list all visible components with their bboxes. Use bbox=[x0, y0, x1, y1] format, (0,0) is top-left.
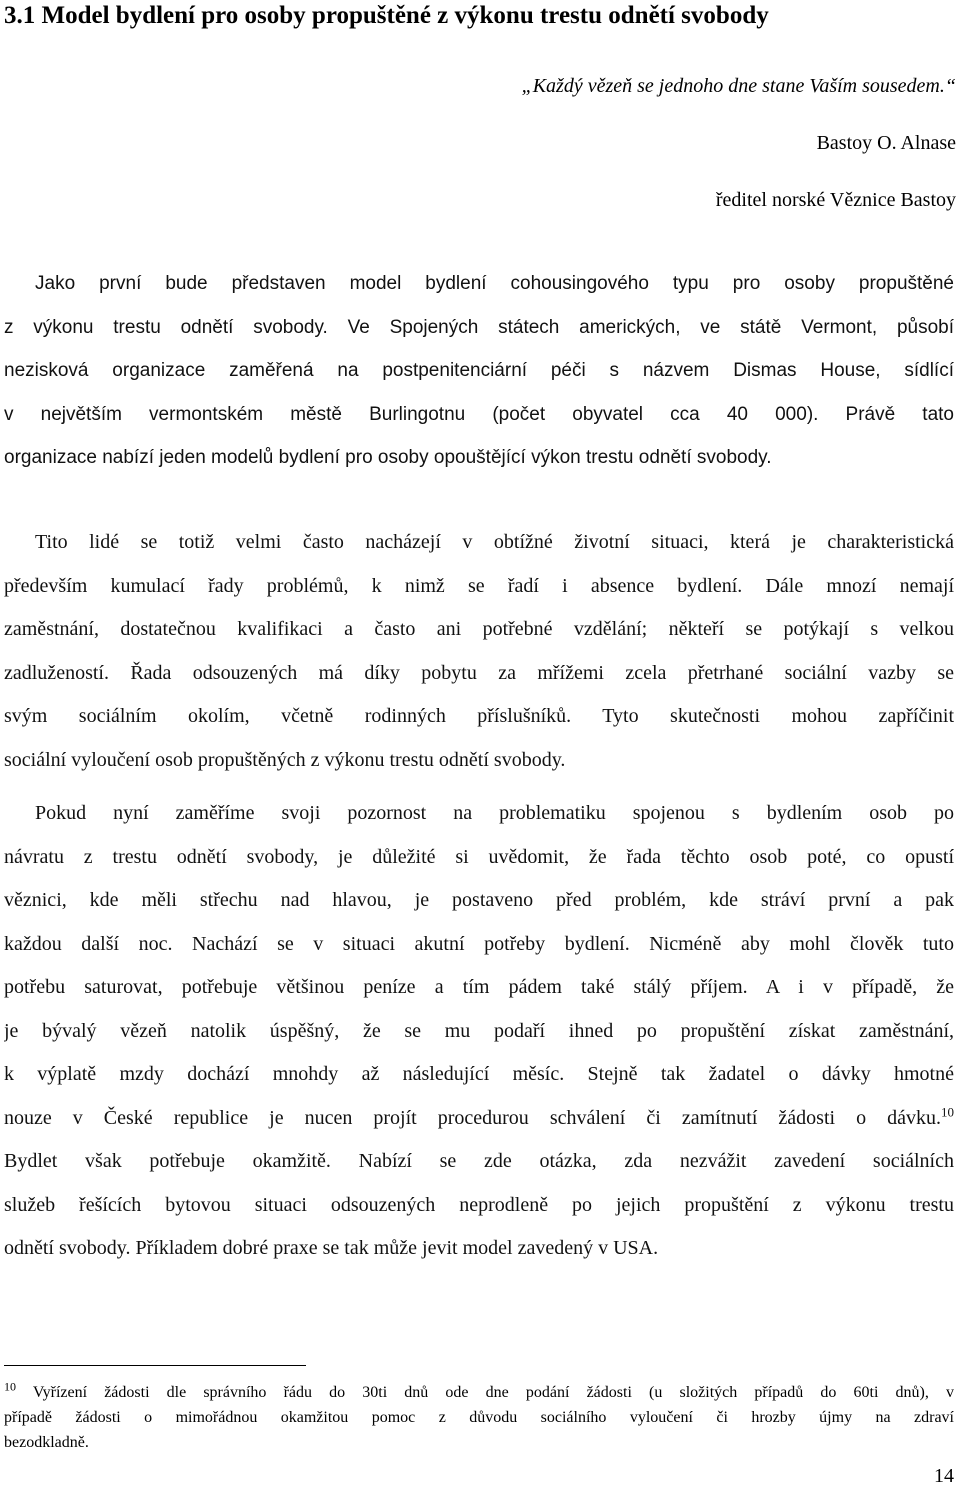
section-heading: 3.1 Model bydlení pro osoby propuštěné z výkonu trestu odnětí svobody bbox=[4, 2, 769, 29]
paragraph-line: zaměstnání, dostatečnou kvalifikaci a často ani potřebné vzdělání; někteří se potýkají s velkou bbox=[4, 618, 954, 640]
paragraph-line: věznici, kde měli střechu nad hlavou, je postaveno před problém, kde stráví první a pak bbox=[4, 889, 954, 911]
paragraph-line: Jako první bude představen model bydlení cohousingového typu pro osoby propuštěné bbox=[35, 273, 954, 294]
footnote-line: případě žádosti o mimořádnou okamžitou pomoc z důvodu sociálního vyloučení či hrozby újmy na zdraví bbox=[4, 1409, 954, 1426]
footnote bbox=[4, 1380, 954, 1455]
paragraph-line: nezisková organizace zaměřená na postpenitenciární péči s názvem Dismas House, sídlící bbox=[4, 360, 954, 381]
footnote-number: 10 bbox=[4, 1380, 16, 1394]
paragraph-line-text: nouze v České republice je nucen projít procedurou schválení či zamítnutí žádosti o dávku. bbox=[4, 1106, 941, 1129]
paragraph-dismas-house bbox=[4, 268, 954, 486]
paragraph-line: návratu z trestu odnětí svobody, je důležité si uvědomit, že řada těchto osob poté, co opustí bbox=[4, 845, 954, 868]
paragraph-line: především kumulací řady problémů, k nimž se řadí i absence bydlení. Dále mnozí nemají bbox=[4, 574, 954, 597]
paragraph-line: zadlužeností. Řada odsouzených má díky pobytu za mřížemi zcela přetrhané sociální vazby se bbox=[4, 661, 954, 684]
paragraph-line: Pokud nyní zaměříme svoji pozornost na problematiku spojenou s bydlením osob po bbox=[35, 802, 954, 824]
paragraph-life-situation bbox=[4, 526, 954, 787]
motto-quote: „Každý vězeň se jednoho dne stane Vaším sousedem.“ bbox=[521, 75, 956, 97]
paragraph-line: každou další noc. Nachází se v situaci akutní potřeby bydlení. Nicméně aby mohl člověk tuto bbox=[4, 932, 954, 955]
paragraph-line: v největším vermontském městě Burlingotnu (počet obyvatel cca 40 000). Právě tato bbox=[4, 403, 954, 425]
paragraph-line: k výplatě mzdy dochází mnohdy až následující měsíc. Stejně tak žadatel o dávky hmotné bbox=[4, 1063, 954, 1085]
motto-author: Bastoy O. Alnase bbox=[816, 132, 956, 154]
paragraph-housing-after-release bbox=[4, 797, 954, 1276]
paragraph-line: Tito lidé se totiž velmi často nacházejí v obtížné životní situaci, která je charakteristická bbox=[35, 531, 954, 553]
footnote-line-text: Vyřízení žádosti dle správního řádu do 30ti dnů ode dne podání žádosti (u složitých případů do 60ti dnů), v bbox=[32, 1384, 954, 1401]
footnote-separator bbox=[4, 1365, 306, 1366]
paragraph-line: z výkonu trestu odnětí svobody. Ve Spojených státech amerických, ve státě Vermont, působí bbox=[4, 316, 954, 338]
footnote-reference[interactable]: 10 bbox=[941, 1103, 954, 1119]
paragraph-line: odnětí svobody. Příkladem dobré praxe se tak může jevit model zavedený v USA. bbox=[4, 1237, 659, 1259]
footnote-line: bezodkladně. bbox=[4, 1434, 89, 1451]
paragraph-line: potřebu saturovat, potřebuje většinou peníze a tím pádem také stálý příjem. A i v případě, že bbox=[4, 976, 954, 998]
paragraph-line-with-footnote bbox=[4, 1102, 954, 1146]
page-number: 14 bbox=[934, 1465, 954, 1487]
paragraph-line: Bydlet však potřebuje okamžitě. Nabízí se zde otázka, zda nezvážit zavedení sociálních bbox=[4, 1150, 954, 1172]
motto-author-role: ředitel norské Věznice Bastoy bbox=[715, 189, 956, 211]
paragraph-line: sociální vyloučení osob propuštěných z výkonu trestu odnětí svobody. bbox=[4, 748, 566, 771]
paragraph-line: je bývalý vězeň natolik úspěšný, že se mu podaří ihned po propuštění získat zaměstnání, bbox=[4, 1019, 954, 1042]
paragraph-line: služeb řešících bytovou situaci odsouzených neprodleně po jejich propuštění z výkonu trestu bbox=[4, 1193, 954, 1216]
footnote-line bbox=[4, 1380, 954, 1405]
paragraph-line: svým sociálním okolím, včetně rodinných příslušníků. Tyto skutečnosti mohou zapříčinit bbox=[4, 705, 954, 727]
paragraph-line: organizace nabízí jeden modelů bydlení pro osoby opouštějící výkon trestu odnětí svobody. bbox=[4, 447, 772, 468]
